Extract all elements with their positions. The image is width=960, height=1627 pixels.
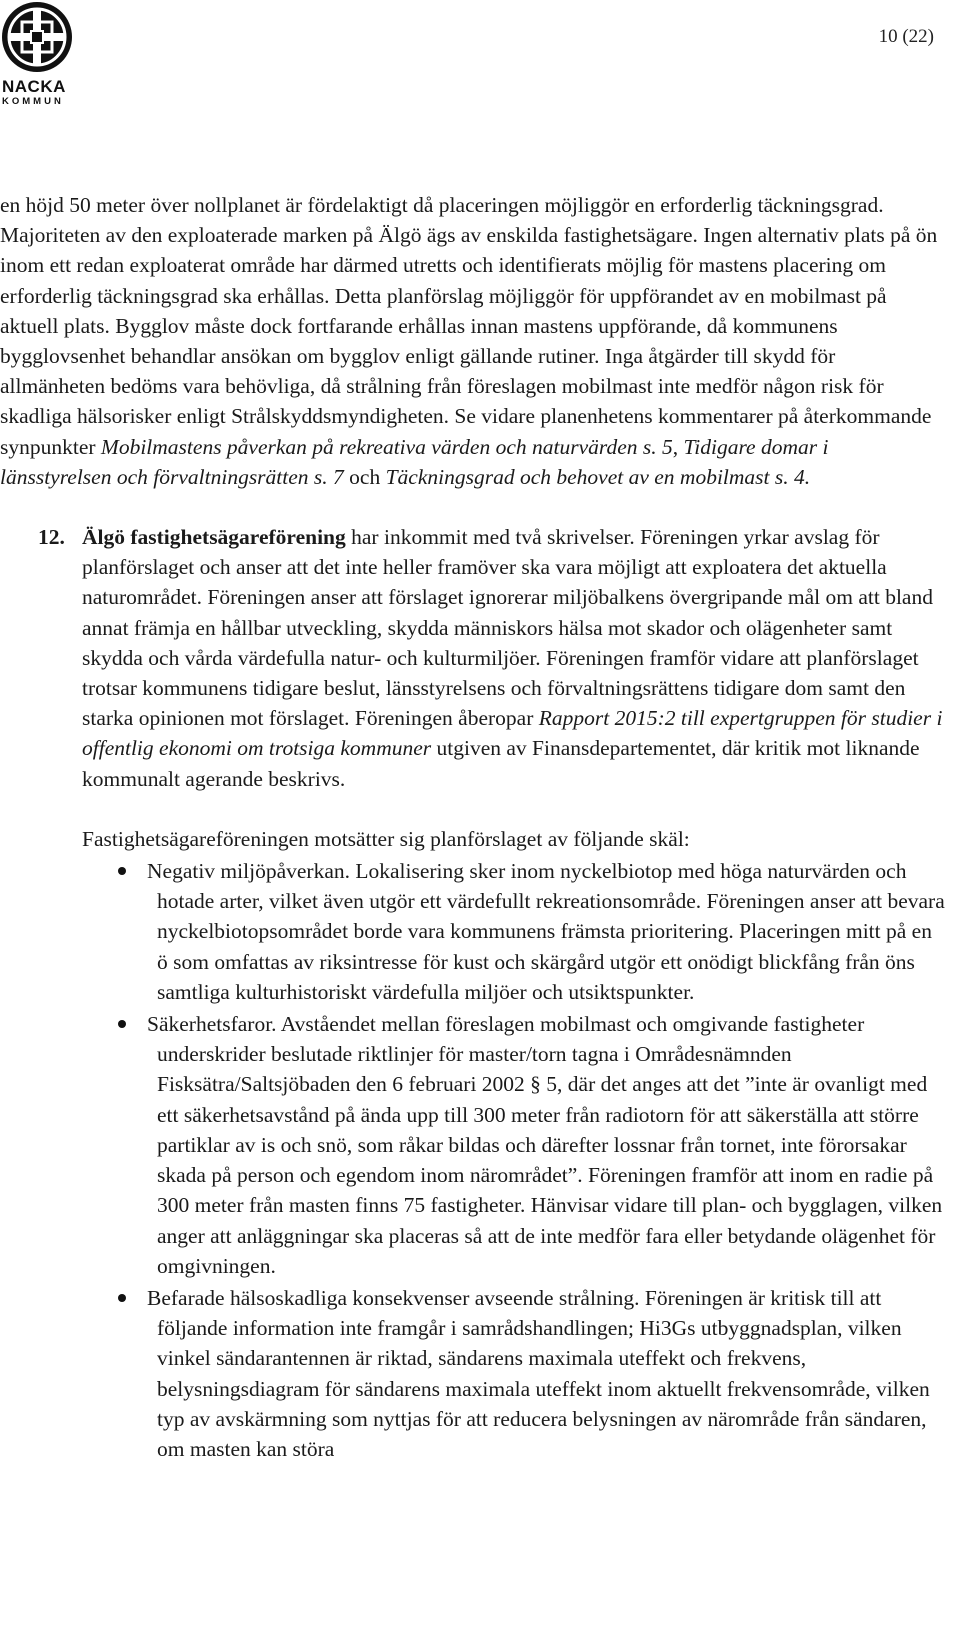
ref-tidigare-domar: Tidigare domar i länsstyrelsen och förvaltningsrätten s. 7 bbox=[0, 434, 829, 489]
logo-subtitle: KOMMUN bbox=[2, 96, 64, 107]
ref-tackningsgrad: Täckningsgrad och behovet av en mobilmast s. 4. bbox=[385, 464, 811, 489]
list-item: Säkerhetsfaror. Avståendet mellan föreslagen mobilmast och omgivande fastigheter underskrider beslutade riktlinjer för master/torn tagna i Områdesnämnden Fisksätra/Saltsjöbaden den 6 februari 2002 § 5, där det anges att det ”inte är ovanligt med ett säkerhetsavstånd på ända upp till 300 meter från radiotorn för att säkerställa att större partiklar av is och snö, som råkar bildas och därefter lossnar från tornet, inte förorsakar skada på person och egendom inom närområdet”. Föreningen framför att inom en radie på 300 meter från masten finns 75 fastigheter. Hänvisar vidare till plan- och bygglagen, vilken anger att anläggningar ska placeras så att de inte medför fara eller betydande olägenhet för omgivningen. bbox=[0, 1009, 945, 1281]
objection-list bbox=[0, 856, 945, 1464]
page-number: 10 (22) bbox=[878, 26, 934, 47]
organisation-name: Älgö fastighetsägareförening bbox=[82, 525, 346, 550]
list-item-12 bbox=[0, 522, 945, 794]
ref-mobilmastens-paverkan: Mobilmastens påverkan på rekreativa värden och naturvärden s. 5 bbox=[100, 434, 673, 459]
item-12-text: Älgö fastighetsägareförening har inkommit med två skrivelser. Föreningen yrkar avslag för planförslaget och anser att det inte heller framöver ska vara möjligt att exploatera det aktuella naturområdet. Föreningen anser att förslaget ignorerar miljöbalkens övergripande mål om att bland annat främja en hållbar utveckling, skydda människors hälsa mot skador och olägenheter samt skydda och vårda värdefulla natur- och kulturmiljöer. Föreningen framför vidare att planförslaget trotsar kommunens tidigare beslut, länsstyrelsens och förvaltningsrättens tidigare dom samt den starka opinionen mot förslaget. Föreningen åberopar Rapport 2015:2 till expertgruppen för studier i offentlig ekonomi om trotsiga kommuner utgiven av Finansdepartementet, där kritik mot liknande kommunalt agerande beskrivs. bbox=[82, 525, 943, 791]
logo-name: NACKA bbox=[2, 77, 66, 96]
item-number: 12. bbox=[38, 525, 65, 550]
list-item: Negativ miljöpåverkan. Lokalisering sker inom nyckelbiotop med höga naturvärden och hotade arter, vilket även utgör ett värdefullt rekreationsområde. Föreningen anser att bevara nyckelbiotopsområdet borde vara kommunens främsta prioritering. Placeringen mitt på en ö som omfattas av riksintresse för kust och skärgård utgör ett onödigt blickfång från öns samtliga kulturhistoriskt värdefulla miljöer och utsiktspunkter. bbox=[0, 856, 945, 1007]
objections-lead: Fastighetsägareföreningen motsätter sig planförslaget av följande skäl: bbox=[82, 826, 690, 851]
document-body bbox=[0, 190, 945, 1466]
intro-paragraph: en höjd 50 meter över nollplanet är fördelaktigt då placeringen möjliggör en erforderlig täckningsgrad. Majoriteten av den exploaterade marken på Älgö ägs av enskilda fastighetsägare. Ingen alternativ plats på ön inom ett redan exploaterat område har därmed utretts och identifierats möjlig för mastens placering om erforderlig täckningsgrad ska erhållas. Detta planförslag möjliggör för uppförandet av en mobilmast på aktuell plats. Bygglov måste dock fortfarande erhållas innan mastens uppförande, då kommunens bygglovsenhet behandlar ansökan om bygglov enligt gällande rutiner. Inga åtgärder till skydd för allmänheten bedöms vara behövliga, då strålning från föreslagen mobilmast inte medför någon risk för skadliga hälsorisker enligt Strålskyddsmyndigheten. Se vidare planenhetens kommentarer på återkommande synpunkter Mobilmastens påverkan på rekreativa värden och naturvärden s. 5, Tidigare domar i länsstyrelsen och förvaltningsrätten s. 7 och Täckningsgrad och behovet av en mobilmast s. 4. bbox=[0, 193, 938, 489]
nacka-emblem-icon bbox=[0, 0, 74, 74]
ref-rapport-2015: Rapport 2015:2 till expertgruppen för studier i offentlig ekonomi om trotsiga kommuner bbox=[82, 706, 943, 761]
nacka-kommun-logo bbox=[0, 0, 80, 112]
list-item: Befarade hälsoskadliga konsekvenser avseende strålning. Föreningen är kritisk till att följande information inte framgår i samrådshandlingen; Hi3Gs utbyggnadsplan, vilken vinkel sändarantennen är riktad, sändarens maximala uteffekt och frekvens, belysningsdiagram för sändarens maximala uteffekt inom aktuellt frekvensområde, vilken typ av avskärmning som nyttjas för att reducera belysningen av närområde från sändaren, om masten kan störa bbox=[0, 1283, 945, 1464]
